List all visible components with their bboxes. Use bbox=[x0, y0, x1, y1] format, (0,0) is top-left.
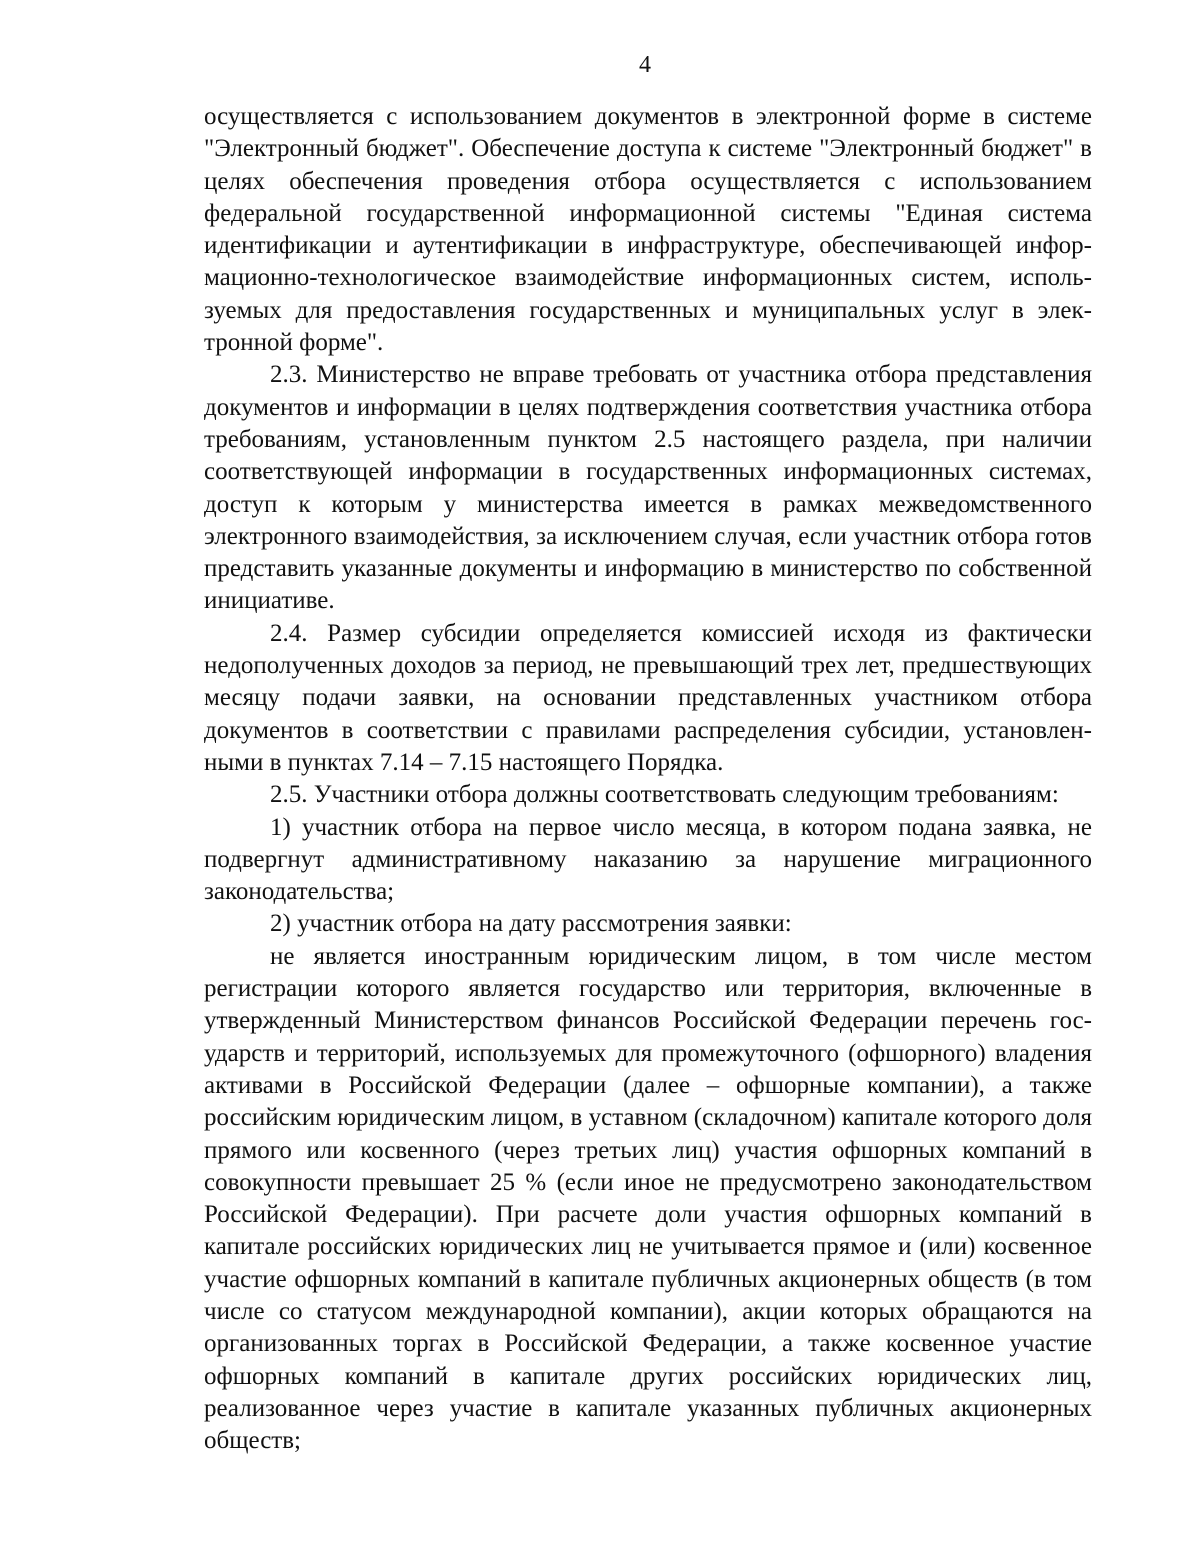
paragraph-2-3: 2.3. Министерство не вправе требовать от участника отбора представления документов и информации в целях подтверждения соответствия участника отбора требованиям, установленным пунктом 2.5 настоящего раздела, при наличии соответствующей информации в государственных информационных системах, доступ к которым у министерства имеется в рамках межведомственного электронного взаимодействия, за исключением случая, если участник отбора готов представить указанные документы и информацию в министерство по собственной инициативе. bbox=[204, 361, 1092, 615]
page-number: 4 bbox=[639, 52, 651, 78]
list-item-1: 1) участник отбора на первое число месяца, в котором подана заявка, не подвергнут административному наказанию за нарушение миграционного законодательства; bbox=[204, 813, 1092, 906]
list-item-2: 2) участник отбора на дату рассмотрения заявки: bbox=[270, 910, 792, 938]
paragraph-2-4: 2.4. Размер субсидии определяется комиссией исходя из фактически недополученных доходов за период, не превышающий трех лет, предшествующих месяцу подачи заявки, на основании представленных участником отбора документов в соответствии с правилами распределения субсидии, установленными в пунктах 7.14 – 7.15 настоящего Порядка. bbox=[204, 619, 1092, 776]
document-body bbox=[204, 101, 1092, 1457]
paragraph-2-5: 2.5. Участники отбора должны соответствовать следующим требованиям: bbox=[270, 781, 1059, 809]
paragraph-offshore-requirement: не является иностранным юридическим лицом, в том числе местом регистрации которого является государство или территория, включенные в утвержденный Министерством финансов Российской Федерации перечень государств и территорий, используемых для промежуточного (офшорного) владения активами в Российской Федерации (далее – офшорные компании), а также российским юридическим лицом, в уставном (складочном) капитале которого доля прямого или косвенного (через третьих лиц) участия офшорных компаний в совокупности превышает 25 % (если иное не предусмотрено законодательством Российской Федерации). При расчете доли участия офшорных компаний в капитале российских юридических лиц не учитывается прямое и (или) косвенное участие офшорных компаний в капитале публичных акционерных обществ (в том числе со статусом международной компании), акции которых обращаются на организованных торгах в Российской Федерации, а также косвенное участие офшорных компаний в капитале других российских юридических лиц, реализованное через участие в капитале указанных публичных акционерных обществ; bbox=[204, 942, 1092, 1455]
paragraph-continuation: осуществляется с использованием документов в электронной форме в системе "Электронный бюджет". Обеспечение доступа к системе "Электронный бюджет" в целях обеспечения проведения отбора осуществляется с использованием федеральной государственной информационной системы "Единая система идентификации и аутентификации в инфраструктуре, обеспечивающей информационно-технологическое взаимодействие информационных систем, используемых для предоставления государственных и муниципальных услуг в электронной форме". bbox=[204, 103, 1092, 357]
